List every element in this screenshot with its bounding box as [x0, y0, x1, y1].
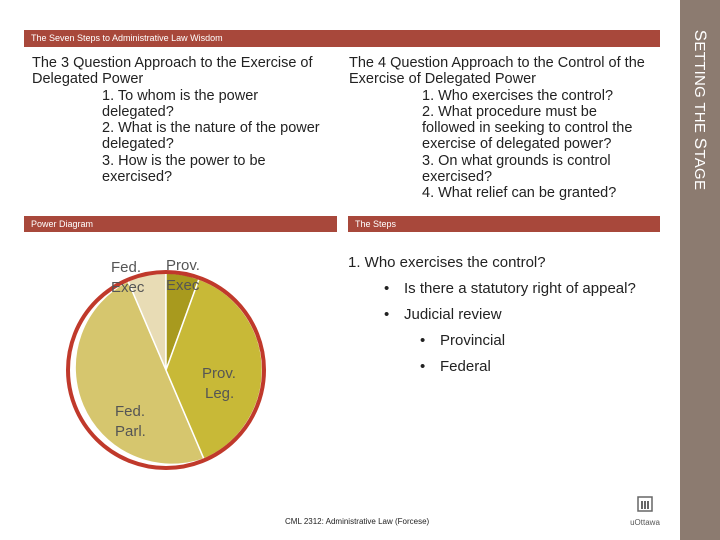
right-line: 2. What procedure must be [422, 103, 597, 120]
step-sub-bullet: • Federal [420, 358, 491, 375]
left-heading-line2: Delegated Power [32, 71, 144, 88]
power-diagram-label: Power Diagram [31, 219, 94, 229]
right-line: 1. Who exercises the control? [422, 87, 614, 104]
right-line: exercise of delegated power? [422, 136, 612, 153]
steps-label: The Steps [355, 219, 397, 229]
building-icon [636, 495, 654, 513]
step-item: 1. Who exercises the control? [348, 254, 546, 271]
bullet-dot-icon: • [420, 332, 426, 349]
right-heading-line1: The 4 Question Approach to the Control of the [349, 55, 645, 71]
bullet-dot-icon: • [420, 358, 426, 375]
label-prov-exec-1: Prov. [166, 257, 200, 274]
left-line: delegated? [102, 103, 174, 120]
logo-text: uOttawa [630, 518, 660, 527]
side-title: SETTING THE STAGE [691, 29, 710, 191]
footer-text: CML 2312: Administrative Law (Forcese) [285, 517, 430, 526]
label-fed-exec-1: Fed. [111, 259, 142, 276]
label-fed-parl-1: Fed. [115, 403, 146, 420]
left-line: 1. To whom is the power [102, 87, 259, 104]
university-logo [625, 495, 665, 527]
steps-list [348, 254, 636, 384]
right-heading-line2: Exercise of Delegated Power [349, 71, 536, 88]
label-prov-leg-1: Prov. [202, 365, 236, 382]
label-prov-leg-2: Leg. [205, 385, 235, 402]
label-fed-exec-2: Exec [111, 279, 145, 296]
right-line: exercised? [422, 169, 493, 186]
label-fed-parl-2: Parl. [115, 423, 146, 440]
left-line: delegated? [102, 136, 174, 153]
step-sub-bullet: • Provincial [420, 332, 506, 349]
header-title: The Seven Steps to Administrative Law Wisdom [31, 33, 223, 43]
step-bullet: • Judicial review [384, 306, 502, 323]
right-line: 4. What relief can be granted? [422, 185, 617, 202]
bullet-dot-icon: • [384, 280, 390, 297]
bullet-dot-icon: • [384, 306, 390, 323]
right-line: followed in seeking to control the [422, 120, 633, 137]
left-line: 3. How is the power to be [102, 152, 266, 169]
step-bullet: • Is there a statutory right of appeal? [384, 280, 636, 297]
left-line: 2. What is the nature of the power [102, 120, 320, 137]
left-heading-line1: The 3 Question Approach to the Exercise of [32, 55, 313, 71]
label-prov-exec-2: Exec [166, 277, 200, 294]
left-line: exercised? [102, 169, 173, 186]
right-line: 3. On what grounds is control [422, 152, 611, 169]
